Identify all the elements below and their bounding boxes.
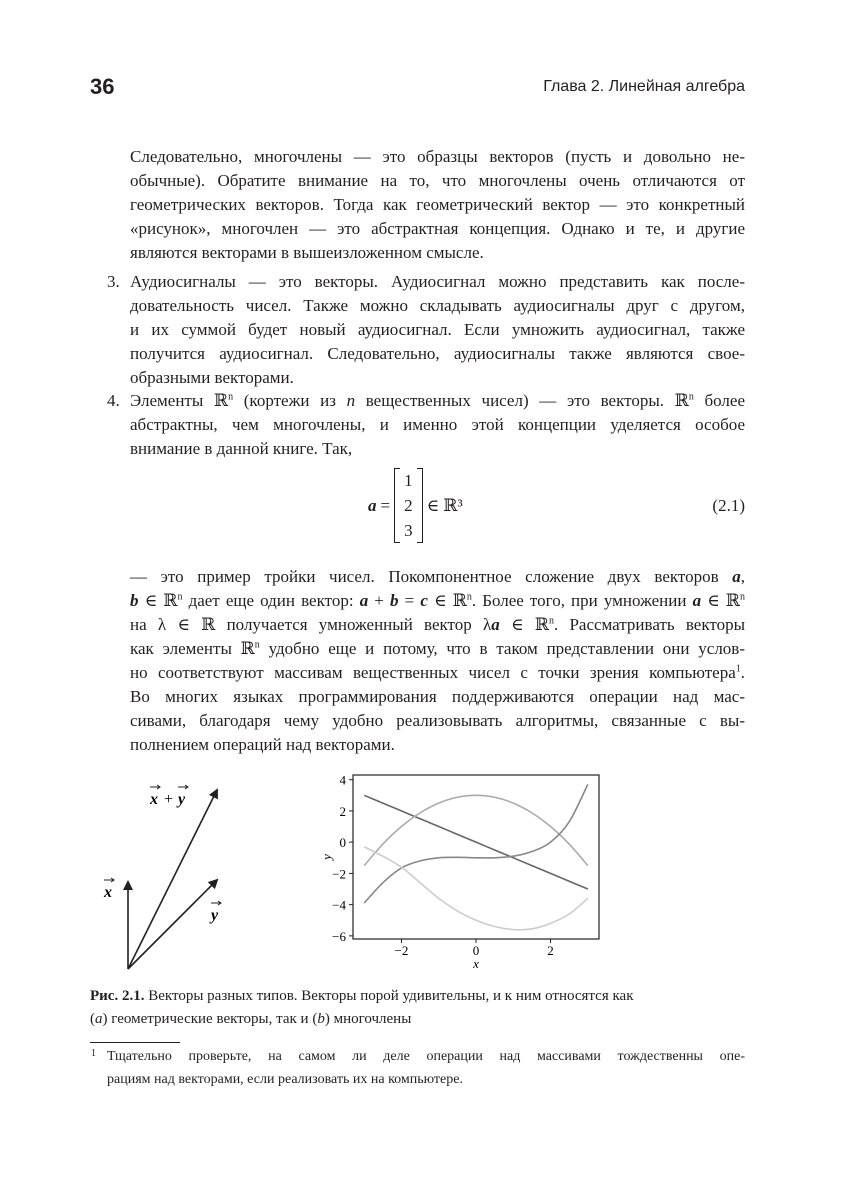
page-number: 36 <box>90 74 115 99</box>
matrix-entry: 2 <box>404 496 413 515</box>
text-line <box>130 661 745 685</box>
text-run: вещественных чисел) — это векторы. ℝ <box>355 391 689 410</box>
y-tick-label: −4 <box>332 897 346 913</box>
superscript: n <box>228 391 234 403</box>
text-run: — это пример тройки чисел. Покомпонентное сложение двух векторов <box>130 567 733 586</box>
text-line <box>130 389 745 413</box>
text-run: образными векторами. <box>130 368 294 387</box>
text-run: Во многих языках программирования поддерживаются операции над мас- <box>130 687 745 706</box>
text-line <box>130 342 745 366</box>
y-tick-label: 0 <box>339 835 346 851</box>
text-run: удобно еще и потому, что в таком представлении они услов- <box>259 639 745 658</box>
text-line <box>130 318 745 342</box>
text-line <box>130 565 745 589</box>
text-line <box>130 437 745 461</box>
vector-overarrows <box>104 785 221 905</box>
text-run: довательность чисел. Также можно складывать аудиосигналы друг с другом, <box>130 296 745 315</box>
text-line <box>130 589 745 613</box>
text-line <box>130 685 745 709</box>
text-run: и их суммой будет новый аудиосигнал. Если умножить аудиосигнал, также <box>130 320 745 339</box>
eq-lhs: a <box>368 495 377 515</box>
text-line <box>130 241 745 265</box>
footnote-line: рациям над векторами, если реализовать их на компьютере. <box>107 1072 463 1087</box>
footnote-mark: 1 <box>91 1048 96 1059</box>
label-y: y <box>211 907 219 924</box>
matrix-entry: 1 <box>404 471 413 490</box>
text-run: полнением операций над векторами. <box>130 735 395 754</box>
text-line <box>130 294 745 318</box>
matrix-entry: 3 <box>404 521 413 540</box>
text-run: ∈ ℝ <box>427 591 467 610</box>
y-tick-label: 4 <box>339 772 346 788</box>
text-line <box>130 145 745 169</box>
text-run: «рисунок», многочлен — это абстрактная концепция. Однако и те, и другие <box>130 219 745 238</box>
series-linear <box>364 795 588 889</box>
text-line <box>130 366 745 390</box>
text-run: + <box>368 591 391 610</box>
series-cubic <box>364 784 588 903</box>
label-sum-x: x <box>150 791 158 808</box>
text-run: дает еще один вектор: <box>182 591 360 610</box>
y-tick-label: −6 <box>332 928 346 944</box>
math-symbol: n <box>346 391 356 410</box>
text-run: абстрактны, чем многочлены, и именно этой концепции уделяется особое <box>130 415 745 434</box>
column-vector <box>394 468 423 543</box>
equation-number: (2.1) <box>712 496 745 515</box>
text-run: получится аудиосигнал. Следовательно, аудиосигналы также являются свое- <box>130 344 745 363</box>
paragraph-polynomials <box>130 145 745 265</box>
y-axis-label: y <box>319 854 334 860</box>
x-tick-label: −2 <box>394 943 409 958</box>
list-number: 4. <box>107 391 120 410</box>
text-run: . <box>740 663 745 682</box>
math-symbol: a <box>732 567 741 586</box>
eq-rhs: ∈ ℝ³ <box>426 495 463 515</box>
text-run: . Более того, при умножении <box>471 591 693 610</box>
text-line <box>130 193 745 217</box>
footnote-line: Тщательно проверьте, на самом ли деле операции над массивами тождественны опе- <box>107 1049 745 1064</box>
footnote <box>91 1045 745 1091</box>
series-quadratic <box>364 795 588 865</box>
text-run: , <box>740 567 745 586</box>
paragraph-rn-vectors <box>130 565 745 757</box>
text-line <box>130 270 745 294</box>
math-symbol: c <box>420 591 428 610</box>
superscript: n <box>740 591 746 603</box>
text-run: ∈ ℝ <box>499 615 549 634</box>
footnote-divider <box>90 1042 180 1043</box>
text-run: более <box>693 391 746 410</box>
y-tick-label: 2 <box>339 803 346 819</box>
math-symbol: b <box>130 591 139 610</box>
text-line <box>130 733 745 757</box>
superscript: 1 <box>735 663 741 675</box>
caption-paren: ( <box>90 1011 95 1027</box>
text-run: внимание в данной книге. Так, <box>130 439 353 458</box>
superscript: n <box>548 615 554 627</box>
text-line <box>130 637 745 661</box>
caption-b: b <box>317 1011 325 1027</box>
list-item-4 <box>107 389 746 461</box>
text-run: геометрических векторов. Тогда как геометрический вектор — это конкретный <box>130 195 745 214</box>
label-sum-y: y <box>178 791 186 808</box>
list-item-3 <box>107 270 745 390</box>
math-symbol: b <box>390 591 399 610</box>
caption-a: a <box>95 1011 103 1027</box>
label-plus: + <box>164 791 174 808</box>
text-run: являются векторами в вышеизложенном смысле. <box>130 243 484 262</box>
caption-text: Векторы разных типов. Векторы порой удивительны, и к ним относятся как <box>144 988 634 1004</box>
caption-text: ) геометрические векторы, так и ( <box>102 1011 318 1027</box>
figure-polynomials-chart <box>300 770 610 970</box>
text-line <box>130 169 745 193</box>
y-tick-label: −2 <box>332 866 346 882</box>
text-run: Аудиосигналы — это векторы. Аудиосигнал можно представить как после- <box>130 272 745 291</box>
series-cubic-2 <box>364 847 588 930</box>
vector-y-arrow <box>128 880 217 969</box>
text-run: Следовательно, многочлены — это образцы векторов (пусть и довольно не- <box>130 147 745 166</box>
text-line <box>130 413 745 437</box>
superscript: n <box>688 391 694 403</box>
text-run: но соответствуют массивам вещественных чисел с точки зрения компьютера <box>130 663 736 682</box>
caption-text: ) многочлены <box>324 1011 412 1027</box>
equation-2-1 <box>368 468 463 543</box>
text-run: обычные). Обратите внимание на то, что многочлены очень отличаются от <box>130 171 745 190</box>
text-run: (кортежи из <box>233 391 347 410</box>
figure-caption <box>90 985 750 1031</box>
eq-equals: = <box>380 495 391 515</box>
superscript: n <box>254 639 260 651</box>
math-symbol: a <box>692 591 702 610</box>
text-line <box>130 613 745 637</box>
text-run: сивами, благодаря чему удобно реализовывать алгоритмы, связанные с вы- <box>130 711 745 730</box>
text-line <box>130 709 745 733</box>
x-tick-label: 2 <box>547 943 554 958</box>
superscript: n <box>177 591 183 603</box>
text-line <box>130 217 745 241</box>
math-symbol: a <box>359 591 369 610</box>
text-run: ∈ ℝ <box>138 591 178 610</box>
text-run: Элементы ℝ <box>130 391 229 410</box>
figure-geometric-vectors <box>90 770 250 980</box>
math-symbol: a <box>491 615 500 634</box>
running-header: Глава 2. Линейная алгебра <box>543 78 745 95</box>
text-run: ∈ ℝ <box>701 591 741 610</box>
text-run: = <box>398 591 421 610</box>
text-run: на λ ∈ ℝ получается умноженный вектор λ <box>130 615 492 634</box>
vector-sum-arrow <box>128 790 217 969</box>
text-run: как элементы ℝ <box>130 639 255 658</box>
text-run: . Рассматривать векторы <box>553 615 745 634</box>
label-x: x <box>104 884 112 901</box>
list-number: 3. <box>107 272 120 291</box>
x-axis-label: x <box>473 956 479 970</box>
caption-label: Рис. 2.1. <box>90 988 145 1004</box>
superscript: n <box>466 591 472 603</box>
x-tick-label: 0 <box>472 943 480 958</box>
